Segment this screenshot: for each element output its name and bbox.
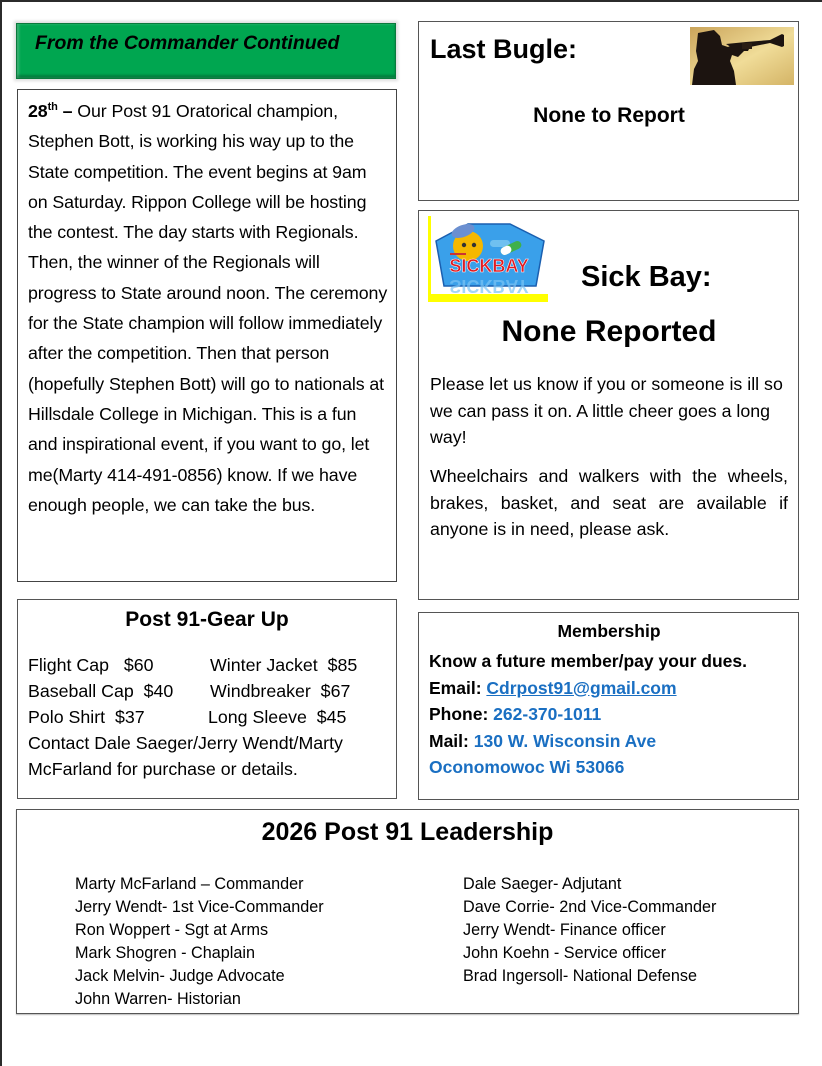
last-bugle-status: None to Report bbox=[533, 104, 685, 127]
phone-label: Phone: bbox=[429, 704, 494, 724]
gear-up-title: Post 91-Gear Up bbox=[125, 608, 289, 631]
gear-item: Long Sleeve $45 bbox=[208, 707, 347, 727]
leader-item: Jack Melvin- Judge Advocate bbox=[75, 967, 285, 985]
page-top-border bbox=[0, 0, 822, 2]
leader-item: Jerry Wendt- 1st Vice-Commander bbox=[75, 898, 324, 916]
leader-item: Dave Corrie- 2nd Vice-Commander bbox=[463, 898, 717, 916]
leader-item: John Warren- Historian bbox=[75, 990, 241, 1008]
leader-item: Marty McFarland – Commander bbox=[75, 875, 304, 893]
article-date: 28th – bbox=[28, 101, 78, 121]
email-label: Email: bbox=[429, 677, 487, 698]
membership-box bbox=[418, 612, 799, 800]
sick-bay-title: Sick Bay: bbox=[581, 261, 712, 293]
gear-price-list bbox=[28, 652, 398, 782]
leadership-title: 2026 Post 91 Leadership bbox=[261, 818, 554, 846]
membership-tagline: Know a future member/pay your dues. bbox=[429, 651, 747, 671]
leader-item: Dale Saeger- Adjutant bbox=[463, 875, 622, 893]
membership-mail-row bbox=[429, 728, 747, 755]
svg-text:SICKBAY: SICKBAY bbox=[449, 276, 529, 296]
membership-title: Membership bbox=[557, 621, 661, 641]
gear-item: Windbreaker $67 bbox=[210, 681, 351, 701]
membership-email-row bbox=[429, 675, 747, 702]
sick-bay-paragraph-1: Please let us know if you or someone is ill so we can pass it on. A little cheer goes a long way! bbox=[430, 374, 783, 447]
membership-details bbox=[429, 648, 747, 781]
gear-item: Winter Jacket $85 bbox=[210, 655, 358, 675]
sick-bay-status: None Reported bbox=[501, 315, 717, 348]
gear-row bbox=[28, 704, 398, 730]
leadership-column-right bbox=[463, 873, 716, 988]
gear-item: Polo Shirt $37 bbox=[28, 707, 145, 727]
article-body: Our Post 91 Oratorical champion, Stephen Bott, is working his way up to the State competition. The event begins at 9am on Saturday. Rippon College will be hosting the contest. The day starts with Regionals. Then, the winner of the Regionals will progress to State around noon. The ceremony for the State champion will follow immediately after the competition. Then that person (hopefully Stephen Bott) will go to nationals at Hillsdale College in Michigan. This is a fun and inspirational event, if you want to go, let me(Marty 414-491-0856) know. If we have enough people, we can take the bus. bbox=[28, 101, 388, 515]
commander-banner-title: From the Commander Continued bbox=[35, 32, 340, 54]
address-line-1: 130 W. Wisconsin Ave bbox=[473, 730, 657, 751]
commander-article-text bbox=[28, 96, 388, 520]
svg-text:SICKBAY: SICKBAY bbox=[449, 256, 529, 276]
leadership-box bbox=[16, 809, 799, 1014]
last-bugle-box bbox=[418, 21, 799, 201]
address-line-2: Oconomowoc Wi 53066 bbox=[429, 757, 625, 777]
phone-number: 262-370-1011 bbox=[493, 704, 602, 724]
sick-bay-box bbox=[418, 210, 799, 600]
leader-item: John Koehn - Service officer bbox=[463, 944, 667, 962]
leadership-column-left bbox=[75, 873, 324, 1011]
email-link[interactable]: Cdrpost91@gmail.com bbox=[486, 677, 677, 698]
leader-item: Mark Shogren - Chaplain bbox=[75, 944, 255, 962]
leader-item: Ron Woppert - Sgt at Arms bbox=[75, 921, 269, 939]
gear-row bbox=[28, 652, 398, 678]
gear-row bbox=[28, 678, 398, 704]
leader-item: Brad Ingersoll- National Defense bbox=[463, 967, 697, 985]
sickbay-logo-icon bbox=[428, 216, 550, 302]
gear-item: Flight Cap $60 bbox=[28, 655, 154, 675]
page-left-border bbox=[0, 0, 2, 1066]
sick-bay-paragraph-2: Wheelchairs and walkers with the wheels, brakes, basket, and seat are available if anyone is in need, please ask. bbox=[430, 466, 788, 539]
gear-contact-text: Contact Dale Saeger/Jerry Wendt/Marty McFarland for purchase or details. bbox=[28, 733, 343, 779]
leader-item: Jerry Wendt- Finance officer bbox=[463, 921, 666, 939]
gear-item: Baseball Cap $40 bbox=[28, 681, 174, 701]
gear-up-box bbox=[17, 599, 397, 799]
commander-banner bbox=[16, 23, 396, 79]
mail-label: Mail: bbox=[429, 730, 474, 751]
membership-phone-row bbox=[429, 701, 747, 728]
commander-article-box bbox=[17, 89, 397, 582]
last-bugle-title: Last Bugle: bbox=[430, 34, 578, 64]
bugler-silhouette-image bbox=[690, 27, 794, 85]
